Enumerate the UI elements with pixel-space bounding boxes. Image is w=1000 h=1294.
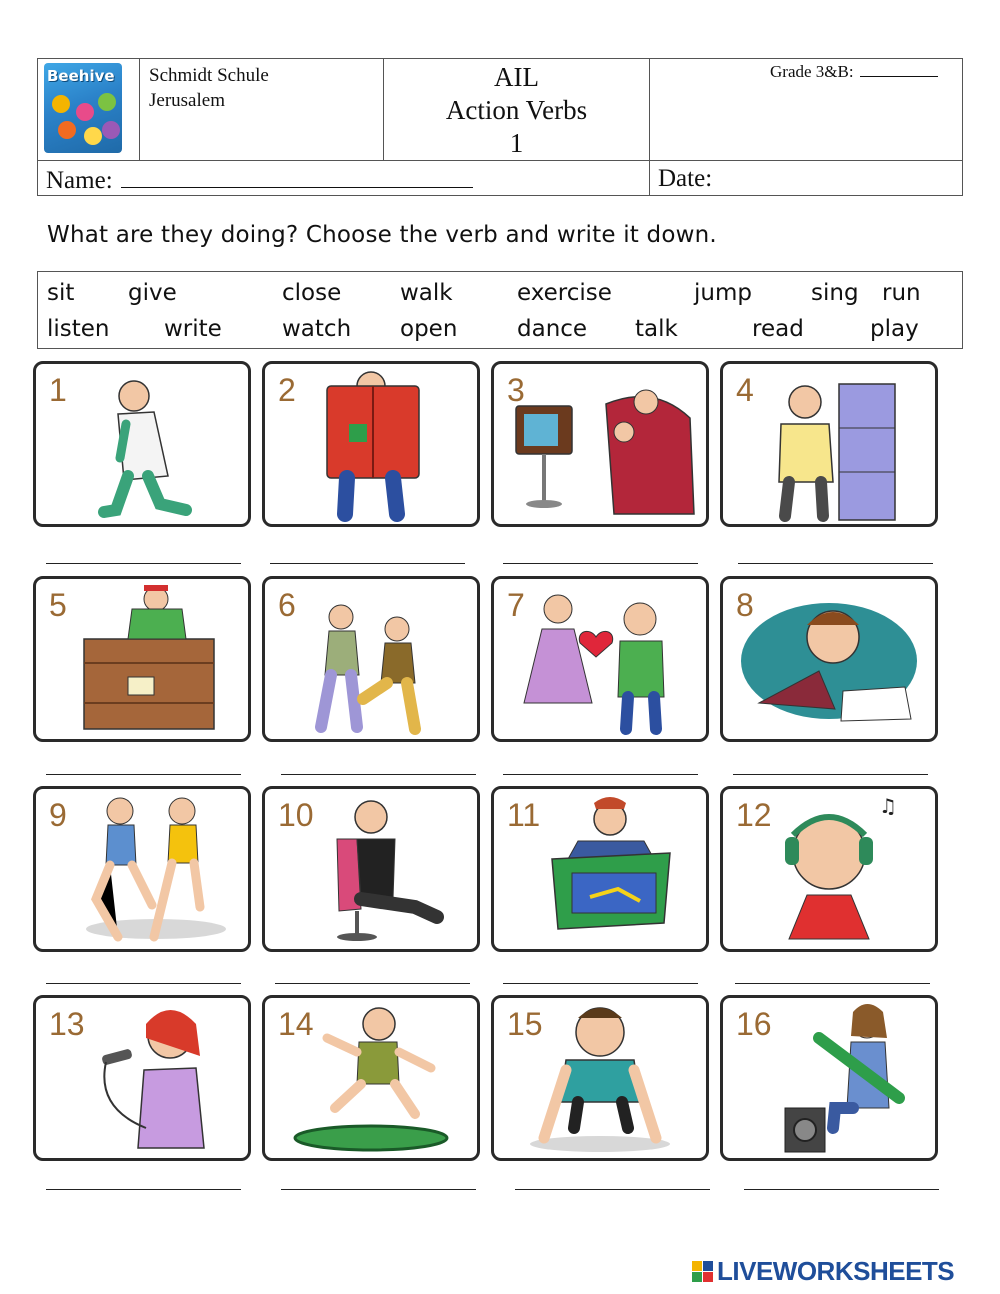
- card-number: 1: [49, 372, 67, 408]
- date-cell: [650, 161, 963, 196]
- answer-line[interactable]: [738, 563, 933, 564]
- write-icon: [723, 579, 935, 739]
- card-number: 3: [507, 372, 525, 408]
- school-name: Schmidt Schule: [149, 65, 269, 86]
- answer-line[interactable]: [733, 774, 928, 775]
- answer-line[interactable]: [281, 774, 476, 775]
- card-number: 9: [49, 797, 67, 833]
- picture-card: [262, 786, 480, 952]
- word-bank-word: play: [870, 316, 919, 342]
- beehive-book-logo: [44, 63, 122, 153]
- card-number: 12: [736, 797, 772, 833]
- picture-card: [720, 995, 938, 1161]
- card-number: 15: [507, 1006, 543, 1042]
- name-label: Name:: [46, 167, 113, 194]
- grade-label: Grade 3&B:: [770, 62, 854, 81]
- word-bank-word: write: [164, 316, 222, 342]
- word-bank-word: sit: [47, 280, 75, 306]
- picture-card: [491, 786, 709, 952]
- card-number: 11: [507, 797, 541, 833]
- answer-line[interactable]: [503, 563, 698, 564]
- logo-text: Beehive: [47, 67, 115, 85]
- word-bank-word: dance: [517, 316, 588, 342]
- answer-line[interactable]: [46, 983, 241, 984]
- dance-icon: [265, 579, 477, 739]
- word-bank-word: read: [752, 316, 804, 342]
- worksheet-header: [37, 58, 963, 196]
- brand-name: LIVEWORKSHEETS: [717, 1256, 955, 1286]
- give-heart-icon: [494, 579, 706, 739]
- answer-line[interactable]: [515, 1189, 710, 1190]
- picture-card: [33, 576, 251, 742]
- title-cell: [384, 59, 650, 161]
- logo-cell: [38, 59, 140, 161]
- school-city: Jerusalem: [149, 90, 225, 111]
- walk-icon: [36, 364, 248, 524]
- grade-cell: [650, 59, 963, 161]
- answer-line[interactable]: [46, 774, 241, 775]
- subject-title: AIL: [494, 62, 539, 92]
- word-bank-word: jump: [694, 280, 752, 306]
- word-bank-word: exercise: [517, 280, 612, 306]
- date-label: Date:: [658, 165, 713, 192]
- word-bank-word: talk: [635, 316, 678, 342]
- name-input[interactable]: [121, 165, 473, 188]
- picture-card: [720, 576, 938, 742]
- picture-card: [33, 361, 251, 527]
- word-bank-word: walk: [400, 280, 453, 306]
- picture-card: [262, 995, 480, 1161]
- word-bank-word: give: [128, 280, 177, 306]
- word-bank-word: sing: [811, 280, 859, 306]
- read-icon: [265, 364, 477, 524]
- watch-tv-icon: [494, 364, 706, 524]
- picture-card: [33, 786, 251, 952]
- picture-card: [720, 361, 938, 527]
- answer-line[interactable]: [270, 563, 465, 564]
- card-number: 2: [278, 372, 296, 408]
- picture-card: [491, 995, 709, 1161]
- answer-line[interactable]: [281, 1189, 476, 1190]
- answer-line[interactable]: [744, 1189, 939, 1190]
- school-cell: [140, 59, 384, 161]
- word-bank-word: close: [282, 280, 342, 306]
- card-number: 14: [278, 1006, 314, 1042]
- picture-card: [33, 995, 251, 1161]
- picture-card: [720, 786, 938, 952]
- word-bank-word: listen: [47, 316, 110, 342]
- card-number: 16: [736, 1006, 772, 1042]
- answer-line[interactable]: [503, 774, 698, 775]
- word-bank-word: run: [882, 280, 921, 306]
- answer-line[interactable]: [503, 983, 698, 984]
- answer-line[interactable]: [735, 983, 930, 984]
- picture-card: [491, 576, 709, 742]
- word-bank-word: open: [400, 316, 458, 342]
- card-number: 13: [49, 1006, 85, 1042]
- card-number: 10: [278, 797, 314, 833]
- grade-blank[interactable]: [860, 62, 938, 77]
- instructions: What are they doing? Choose the verb and write it down.: [47, 222, 717, 248]
- card-number: 6: [278, 587, 296, 623]
- card-number: 8: [736, 587, 754, 623]
- svg-text:♫: ♫: [879, 794, 897, 818]
- liveworksheets-logo: [692, 1256, 954, 1287]
- picture-card: [262, 576, 480, 742]
- answer-line[interactable]: [275, 983, 470, 984]
- card-number: 7: [507, 587, 525, 623]
- word-bank-word: watch: [282, 316, 352, 342]
- picture-card: [491, 361, 709, 527]
- answer-line[interactable]: [46, 563, 241, 564]
- close-box-icon: [36, 579, 248, 739]
- answer-line[interactable]: [46, 1189, 241, 1190]
- card-number: 5: [49, 587, 67, 623]
- worksheet-number: 1: [509, 128, 524, 158]
- name-cell: [38, 161, 650, 196]
- word-bank: [37, 271, 963, 349]
- worksheet-title: Action Verbs: [445, 95, 588, 125]
- liveworksheets-icon: [692, 1261, 714, 1283]
- run-icon: [36, 789, 248, 949]
- talk-phone-icon: [723, 364, 935, 524]
- card-number: 4: [736, 372, 754, 408]
- picture-card: [262, 361, 480, 527]
